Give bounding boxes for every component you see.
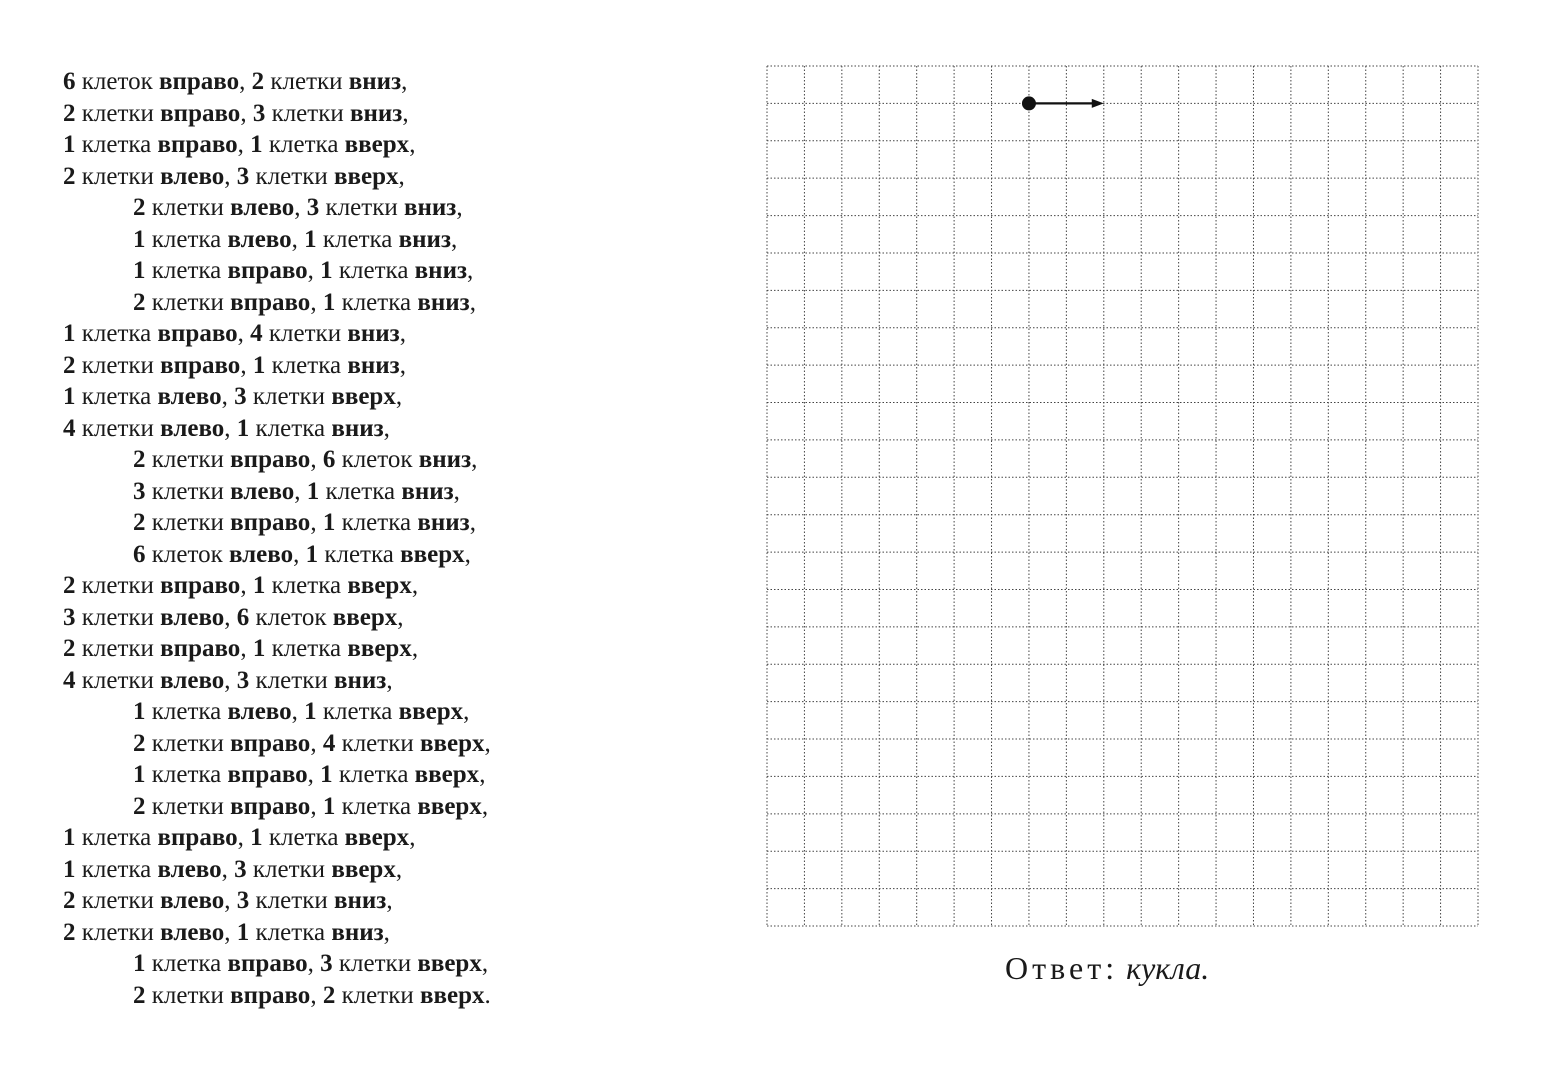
step-count-1: 1 [63, 320, 76, 347]
instruction-step: 2 клетки влево, 3 клетки вниз, [63, 887, 393, 914]
step-count-1: 1 [63, 131, 76, 158]
step-count-1: 4 [63, 666, 76, 694]
instruction-step: 2 клетки вправо, 1 клетка вниз, [63, 351, 406, 379]
step-unit-1: клетки [81, 666, 154, 694]
step-end-punct: , [464, 540, 471, 568]
step-count-2: 1 [236, 414, 250, 442]
instruction-step: 1 клетка влево, 1 клетка вверх, [133, 698, 470, 725]
step-direction-2: вверх [333, 162, 399, 190]
step-direction-1: вправо [230, 288, 311, 316]
step-direction-2: вниз [331, 414, 384, 442]
step-direction-2: вниз [414, 257, 468, 284]
step-count-1: 6 [133, 540, 146, 568]
step-unit-1: клетки [81, 162, 154, 190]
step-direction-2: вниз [401, 477, 454, 505]
instruction-step: 2 клетки вправо, 4 клетки вверх, [133, 729, 491, 757]
step-direction-2: вниз [398, 225, 452, 253]
step-unit-2: клетка [338, 257, 409, 284]
step-end-punct: , [399, 351, 406, 379]
step-unit-1: клетка [81, 131, 152, 158]
step-end-punct: . [484, 981, 491, 1009]
step-count-1: 1 [133, 950, 146, 977]
answer-label: Ответ: [1005, 950, 1119, 986]
step-direction-2: вверх [332, 603, 398, 631]
instruction-step: 1 клетка влево, 1 клетка вниз, [133, 225, 458, 253]
step-direction-1: влево [230, 477, 295, 505]
instruction-step: 1 клетка вправо, 1 клетка вверх, [133, 761, 486, 788]
step-unit-2: клетка [322, 225, 393, 253]
step-count-2: 3 [306, 194, 320, 221]
step-unit-1: клетки [81, 603, 154, 631]
step-count-2: 1 [236, 918, 250, 946]
step-unit-1: клетки [81, 414, 154, 442]
step-unit-1: клетка [151, 761, 222, 788]
step-count-2: 3 [236, 162, 250, 190]
step-count-2: 1 [252, 351, 266, 379]
instruction-step: 1 клетка влево, 3 клетки вверх, [63, 855, 403, 883]
instruction-step: 3 клетки влево, 6 клеток вверх, [63, 603, 404, 631]
step-end-punct: , [411, 635, 419, 662]
step-direction-2: вниз [333, 887, 387, 914]
step-unit-1: клетка [81, 320, 152, 347]
step-unit-1: клетка [81, 855, 152, 883]
step-end-punct: , [383, 918, 390, 946]
instruction-step: 3 клетки влево, 1 клетка вниз, [133, 477, 460, 505]
step-unit-2: клетка [322, 698, 393, 725]
step-end-punct: , [409, 131, 416, 158]
step-direction-2: вниз [331, 918, 384, 946]
step-count-2: 1 [322, 509, 336, 536]
step-unit-1: клетки [151, 509, 224, 536]
step-direction-1: влево [160, 603, 225, 631]
step-count-1: 2 [63, 635, 76, 662]
step-direction-1: влево [160, 666, 225, 694]
step-direction-1: вправо [158, 68, 240, 95]
step-count-1: 2 [133, 981, 146, 1009]
step-count-1: 2 [133, 446, 146, 473]
step-direction-2: вниз [333, 666, 387, 694]
step-unit-1: клетки [151, 477, 224, 505]
instruction-step: 2 клетки вправо, 1 клетка вниз, [133, 288, 476, 316]
step-unit-2: клетка [271, 635, 342, 662]
step-direction-2: вверх [400, 540, 465, 568]
instruction-step: 2 клетки вправо, 1 клетка вверх, [133, 792, 489, 820]
step-count-2: 1 [250, 131, 263, 158]
step-count-2: 1 [322, 288, 336, 316]
instruction-step: 2 клетки вправо, 1 клетка вниз, [133, 509, 476, 536]
step-unit-2: клетка [268, 131, 339, 158]
step-direction-2: вверх [347, 635, 412, 662]
instruction-step: 1 клетка вправо, 1 клетка вниз, [133, 257, 474, 284]
step-count-2: 3 [252, 99, 266, 127]
step-count-2: 2 [251, 68, 265, 95]
step-direction-1: вправо [227, 761, 308, 788]
step-direction-1: влево [227, 225, 292, 253]
step-count-2: 2 [322, 981, 336, 1009]
step-count-1: 3 [63, 603, 76, 631]
step-direction-1: вправо [157, 131, 238, 158]
grid-paper[interactable] [767, 66, 1478, 926]
instruction-step: 1 клетка вправо, 4 клетки вниз, [63, 320, 406, 347]
step-direction-2: вниз [349, 99, 403, 127]
instruction-step: 2 клетки вправо, 3 клетки вниз, [63, 99, 409, 127]
start-point-dot [1022, 96, 1036, 110]
step-end-punct: , [386, 666, 393, 694]
step-count-1: 1 [133, 257, 146, 284]
step-unit-1: клетки [81, 572, 154, 599]
step-direction-1: влево [157, 383, 222, 410]
step-end-punct: , [453, 477, 460, 505]
step-direction-2: вверх [344, 824, 410, 851]
step-direction-1: вправо [230, 509, 311, 536]
step-direction-1: вправо [230, 792, 311, 820]
step-end-punct: , [479, 761, 486, 788]
step-unit-2: клетки [255, 887, 328, 914]
step-count-2: 1 [250, 824, 263, 851]
answer-value: кукла. [1126, 950, 1210, 986]
step-direction-1: влево [227, 698, 292, 725]
step-count-1: 2 [63, 918, 76, 946]
instruction-step: 2 клетки вправо, 6 клеток вниз, [133, 446, 478, 473]
step-end-punct: , [463, 698, 470, 725]
instruction-step: 2 клетки влево, 3 клетки вниз, [133, 194, 463, 221]
step-direction-1: вправо [157, 320, 238, 347]
step-unit-2: клеток [255, 603, 327, 631]
step-direction-2: вниз [347, 320, 400, 347]
step-direction-1: вправо [230, 446, 311, 473]
step-end-punct: , [481, 950, 489, 977]
step-direction-1: вправо [230, 981, 311, 1009]
step-unit-1: клетки [151, 792, 224, 820]
step-unit-1: клетка [151, 257, 222, 284]
step-direction-2: вниз [417, 288, 470, 316]
step-direction-2: вниз [418, 446, 472, 473]
step-direction-1: вправо [160, 351, 241, 379]
step-count-1: 1 [63, 383, 76, 410]
step-direction-2: вверх [331, 383, 396, 410]
step-unit-1: клетки [81, 918, 154, 946]
step-count-1: 1 [63, 824, 76, 851]
step-unit-1: клетка [81, 383, 152, 410]
step-unit-2: клеток [341, 446, 413, 473]
step-end-punct: , [481, 792, 489, 820]
step-direction-1: влево [157, 855, 222, 883]
step-unit-2: клетка [341, 792, 412, 820]
step-unit-2: клетка [255, 918, 326, 946]
step-direction-2: вверх [419, 981, 485, 1009]
step-count-1: 1 [63, 855, 76, 883]
step-end-punct: , [409, 824, 416, 851]
step-unit-1: клетки [81, 351, 154, 379]
step-end-punct: , [456, 194, 463, 221]
step-direction-2: вверх [419, 729, 485, 757]
step-count-1: 2 [133, 509, 146, 536]
instruction-step: 1 клетка влево, 3 клетки вверх, [63, 383, 403, 410]
step-end-punct: , [395, 383, 403, 410]
step-unit-1: клетки [81, 635, 154, 662]
step-count-1: 1 [133, 698, 146, 725]
step-unit-2: клетка [341, 509, 412, 536]
step-count-2: 6 [236, 603, 250, 631]
step-count-1: 3 [133, 477, 146, 505]
step-direction-2: вниз [403, 194, 457, 221]
step-count-2: 1 [320, 761, 333, 788]
step-count-1: 6 [63, 68, 76, 95]
step-unit-2: клетки [271, 99, 344, 127]
step-unit-2: клетки [270, 68, 343, 95]
step-count-2: 1 [322, 792, 336, 820]
step-direction-2: вниз [348, 68, 402, 95]
instruction-step: 6 клеток вправо, 2 клетки вниз, [63, 68, 408, 95]
step-direction-2: вверх [414, 761, 480, 788]
step-direction-1: вправо [227, 257, 308, 284]
step-count-2: 3 [236, 887, 250, 914]
step-direction-2: вверх [417, 950, 482, 977]
step-count-2: 1 [304, 225, 317, 253]
step-direction-1: влево [160, 918, 225, 946]
step-end-punct: , [402, 99, 409, 127]
step-end-punct: , [471, 446, 478, 473]
step-count-2: 3 [234, 855, 247, 883]
step-end-punct: , [386, 887, 393, 914]
step-unit-1: клетка [81, 824, 152, 851]
step-count-1: 2 [63, 351, 76, 379]
step-unit-1: клетка [151, 698, 222, 725]
step-direction-2: вверх [398, 698, 464, 725]
instruction-step: 2 клетки вправо, 1 клетка вверх, [63, 635, 419, 662]
instruction-step: 2 клетки вправо, 1 клетка вверх, [63, 572, 419, 599]
step-end-punct: , [398, 162, 405, 190]
step-unit-2: клетки [341, 981, 414, 1009]
step-count-2: 1 [252, 635, 266, 662]
step-direction-1: влево [160, 162, 225, 190]
step-end-punct: , [451, 225, 458, 253]
step-count-1: 2 [133, 729, 146, 757]
step-unit-2: клетка [341, 288, 412, 316]
step-unit-1: клетки [81, 887, 154, 914]
step-count-1: 2 [63, 162, 76, 190]
step-end-punct: , [469, 288, 476, 316]
step-direction-1: вправо [160, 572, 241, 599]
step-direction-1: влево [228, 540, 294, 568]
step-unit-2: клетка [268, 824, 339, 851]
step-count-2: 1 [306, 477, 320, 505]
instruction-step: 4 клетки влево, 3 клетки вниз, [63, 666, 393, 694]
step-direction-1: влево [160, 414, 225, 442]
step-count-1: 2 [63, 887, 76, 914]
step-unit-2: клетка [325, 477, 396, 505]
step-direction-1: влево [230, 194, 295, 221]
step-direction-2: вверх [347, 572, 412, 599]
step-unit-2: клетки [255, 162, 328, 190]
step-direction-1: влево [160, 887, 225, 914]
step-count-1: 2 [133, 288, 146, 316]
step-direction-1: вправо [230, 729, 311, 757]
step-direction-2: вниз [347, 351, 400, 379]
step-unit-2: клетка [255, 414, 326, 442]
step-count-1: 4 [63, 414, 76, 442]
step-end-punct: , [484, 729, 491, 757]
start-arrow-head-icon [1092, 99, 1104, 108]
instruction-step: 2 клетки вправо, 2 клетки вверх. [133, 981, 491, 1009]
step-count-1: 2 [133, 194, 146, 221]
step-unit-1: клетки [151, 981, 224, 1009]
step-count-2: 4 [322, 729, 336, 757]
step-count-1: 2 [63, 572, 76, 599]
step-end-punct: , [467, 257, 474, 284]
step-count-2: 1 [305, 540, 319, 568]
step-count-2: 3 [236, 666, 250, 694]
step-unit-1: клетки [81, 99, 154, 127]
step-unit-1: клетка [151, 950, 222, 977]
step-direction-1: вправо [160, 99, 241, 127]
instruction-step: 4 клетки влево, 1 клетка вниз, [63, 414, 390, 442]
step-unit-1: клетки [151, 194, 224, 221]
step-end-punct: , [469, 509, 476, 536]
grid-canvas[interactable] [767, 66, 1478, 926]
step-direction-2: вверх [417, 792, 482, 820]
step-count-2: 3 [234, 383, 247, 410]
step-unit-2: клетки [325, 194, 398, 221]
step-end-punct: , [395, 855, 403, 883]
step-unit-2: клетки [338, 950, 412, 977]
instruction-step: 1 клетка вправо, 1 клетка вверх, [63, 824, 416, 851]
step-end-punct: , [411, 572, 419, 599]
instruction-step: 6 клеток влево, 1 клетка вверх, [133, 540, 471, 568]
step-unit-2: клетки [341, 729, 414, 757]
step-end-punct: , [397, 603, 404, 631]
instruction-step: 1 клетка вправо, 3 клетки вверх, [133, 950, 489, 977]
step-end-punct: , [399, 320, 406, 347]
step-end-punct: , [401, 68, 408, 95]
step-unit-1: клеток [81, 68, 153, 95]
step-direction-2: вверх [331, 855, 396, 883]
step-direction-1: вправо [227, 950, 308, 977]
step-count-2: 1 [252, 572, 266, 599]
step-unit-1: клетки [151, 288, 224, 316]
step-unit-2: клетки [252, 383, 326, 410]
step-direction-1: вправо [157, 824, 238, 851]
answer-line [1005, 948, 1209, 988]
step-count-2: 4 [250, 320, 263, 347]
instruction-step: 1 клетка вправо, 1 клетка вверх, [63, 131, 416, 158]
step-unit-1: клетки [151, 446, 224, 473]
step-count-2: 1 [304, 698, 317, 725]
step-unit-2: клетки [268, 320, 342, 347]
step-count-2: 1 [320, 257, 333, 284]
step-count-1: 1 [133, 761, 146, 788]
step-unit-2: клетки [255, 666, 328, 694]
step-unit-1: клетки [151, 729, 224, 757]
step-count-2: 3 [320, 950, 333, 977]
step-count-2: 6 [322, 446, 336, 473]
step-count-1: 2 [63, 99, 76, 127]
step-unit-2: клетка [324, 540, 394, 568]
step-unit-2: клетка [271, 572, 342, 599]
step-unit-2: клетки [252, 855, 326, 883]
step-direction-2: вверх [344, 131, 410, 158]
instruction-step: 2 клетки влево, 1 клетка вниз, [63, 918, 390, 946]
step-direction-2: вниз [417, 509, 470, 536]
step-unit-2: клетка [271, 351, 342, 379]
step-count-1: 2 [133, 792, 146, 820]
step-unit-2: клетка [338, 761, 409, 788]
step-end-punct: , [383, 414, 390, 442]
step-count-1: 1 [133, 225, 146, 253]
step-direction-1: вправо [160, 635, 241, 662]
step-unit-1: клеток [151, 540, 223, 568]
step-unit-1: клетка [151, 225, 222, 253]
instruction-step: 2 клетки влево, 3 клетки вверх, [63, 162, 405, 190]
